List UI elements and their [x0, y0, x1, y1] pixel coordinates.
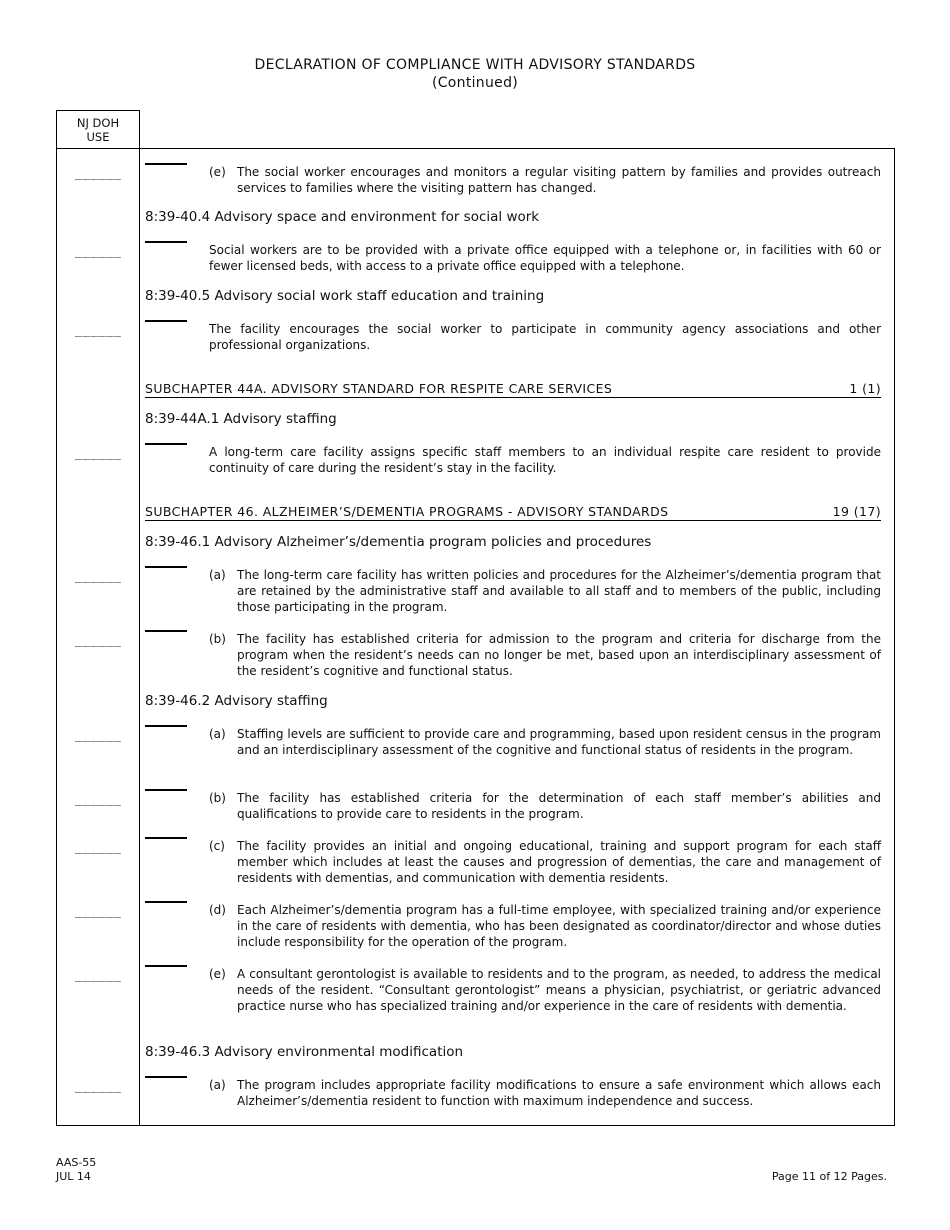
compliance-blank[interactable]: [145, 901, 187, 903]
nj-doh-field[interactable]: ______: [75, 1079, 122, 1093]
nj-doh-field[interactable]: ______: [75, 166, 122, 180]
section-heading: 8:39-46.3 Advisory environmental modification: [145, 1044, 464, 1060]
compliance-blank[interactable]: [145, 837, 187, 839]
compliance-blank[interactable]: [145, 163, 187, 165]
section-heading: 8:39-46.1 Advisory Alzheimer’s/dementia program policies and procedures: [145, 534, 652, 550]
item-text: A long-term care facility assigns specific staff members to an individual respite care resident to provide continuity of care during the resident’s stay in the facility.: [209, 445, 881, 475]
item-text: The facility has established criteria for admission to the program and criteria for discharge from the program when the resident’s needs can no longer be met, based upon an interdisciplinary assessment of the resident’s cognitive and functional status.: [237, 632, 881, 678]
item-text: The program includes appropriate facility modifications to ensure a safe environment which allows each Alzheimer’s/dementia resident to function with maximum independence and success.: [237, 1078, 881, 1108]
item-label: (b): [209, 632, 226, 646]
subchapter-title: SUBCHAPTER 46. ALZHEIMER’S/DEMENTIA PROGRAMS - ADVISORY STANDARDS: [145, 504, 669, 519]
section-heading: 8:39-44A.1 Advisory staffing: [145, 411, 337, 427]
nj-doh-field[interactable]: ______: [75, 244, 122, 258]
compliance-blank[interactable]: [145, 320, 187, 322]
item-label: (e): [209, 165, 226, 179]
nj-doh-field[interactable]: ______: [75, 840, 122, 854]
item-text: The facility has established criteria for the determination of each staff member’s abilities and qualifications to provide care to residents in the program.: [237, 791, 881, 821]
nj-doh-field[interactable]: ______: [75, 446, 122, 460]
nj-doh-label: NJ DOH: [76, 116, 120, 130]
item-text: The facility provides an initial and ongoing educational, training and support program for each staff member which includes at least the causes and progression of dementias, the care and management of residents with dementias, and communication with dementia residents.: [237, 839, 881, 885]
item-label: (a): [209, 1078, 226, 1092]
compliance-blank[interactable]: [145, 566, 187, 568]
compliance-blank[interactable]: [145, 725, 187, 727]
nj-doh-field[interactable]: ______: [75, 323, 122, 337]
section-heading: 8:39-40.4 Advisory space and environment for social work: [145, 209, 540, 225]
form-date: JUL 14: [56, 1170, 91, 1183]
compliance-blank[interactable]: [145, 443, 187, 445]
nj-doh-field[interactable]: ______: [75, 904, 122, 918]
compliance-blank[interactable]: [145, 241, 187, 243]
subchapter-heading: [145, 381, 881, 398]
subchapter-count: 19 (17): [832, 504, 881, 519]
column-divider: [139, 110, 140, 1126]
item-label: (e): [209, 967, 226, 981]
item-label: (b): [209, 791, 226, 805]
section-heading: 8:39-40.5 Advisory social work staff education and training: [145, 288, 545, 304]
item-label: (a): [209, 727, 226, 741]
item-text: The long-term care facility has written policies and procedures for the Alzheimer’s/dementia program that are retained by the administrative staff and available to all staff and to members of the public, including those participating in the program.: [237, 568, 881, 614]
compliance-blank[interactable]: [145, 965, 187, 967]
item-label: (d): [209, 903, 226, 917]
page-number: Page 11 of 12 Pages.: [771, 1170, 887, 1183]
nj-doh-field[interactable]: ______: [75, 633, 122, 647]
nj-doh-field[interactable]: ______: [75, 968, 122, 982]
compliance-blank[interactable]: [145, 1076, 187, 1078]
nj-doh-field[interactable]: ______: [75, 792, 122, 806]
form-number: AAS-55: [56, 1156, 97, 1169]
item-label: (c): [209, 839, 225, 853]
section-heading: 8:39-46.2 Advisory staffing: [145, 693, 328, 709]
item-text: A consultant gerontologist is available to residents and to the program, as needed, to address the medical needs of the resident. “Consultant gerontologist” means a physician, psychiatrist, or geriatric advanced practice nurse who has specialized training and/or experience in the care of residents with dementia.: [237, 967, 881, 1013]
item-text: The facility encourages the social worker to participate in community agency associations and other professional organizations.: [209, 322, 881, 352]
subchapter-title: SUBCHAPTER 44A. ADVISORY STANDARD FOR RESPITE CARE SERVICES: [145, 381, 613, 396]
item-text: Staffing levels are sufficient to provide care and programming, based upon resident census in the program and an interdisciplinary assessment of the cognitive and functional status of residents in the program.: [237, 727, 881, 757]
subchapter-count: 1 (1): [849, 381, 881, 396]
nj-doh-field[interactable]: ______: [75, 569, 122, 583]
nj-doh-field[interactable]: ______: [75, 728, 122, 742]
item-label: (a): [209, 568, 226, 582]
document-subtitle: (Continued): [431, 75, 519, 91]
item-text: The social worker encourages and monitors a regular visiting pattern by families and provides outreach services to families where the visiting pattern has changed.: [237, 165, 881, 195]
item-text: Each Alzheimer’s/dementia program has a full-time employee, with specialized training and/or experience in the care of residents with dementia, who has been designated as coordinator/director and whose duties include responsibility for the operation of the program.: [237, 903, 881, 949]
item-text: Social workers are to be provided with a private office equipped with a telephone or, in facilities with 60 or fewer licensed beds, with access to a private office equipped with a telephone.: [209, 243, 881, 273]
use-label: USE: [86, 130, 110, 144]
compliance-blank[interactable]: [145, 789, 187, 791]
document-title: DECLARATION OF COMPLIANCE WITH ADVISORY STANDARDS: [254, 57, 696, 73]
compliance-blank[interactable]: [145, 630, 187, 632]
nj-doh-use-header: [56, 110, 140, 149]
subchapter-heading: [145, 504, 881, 521]
